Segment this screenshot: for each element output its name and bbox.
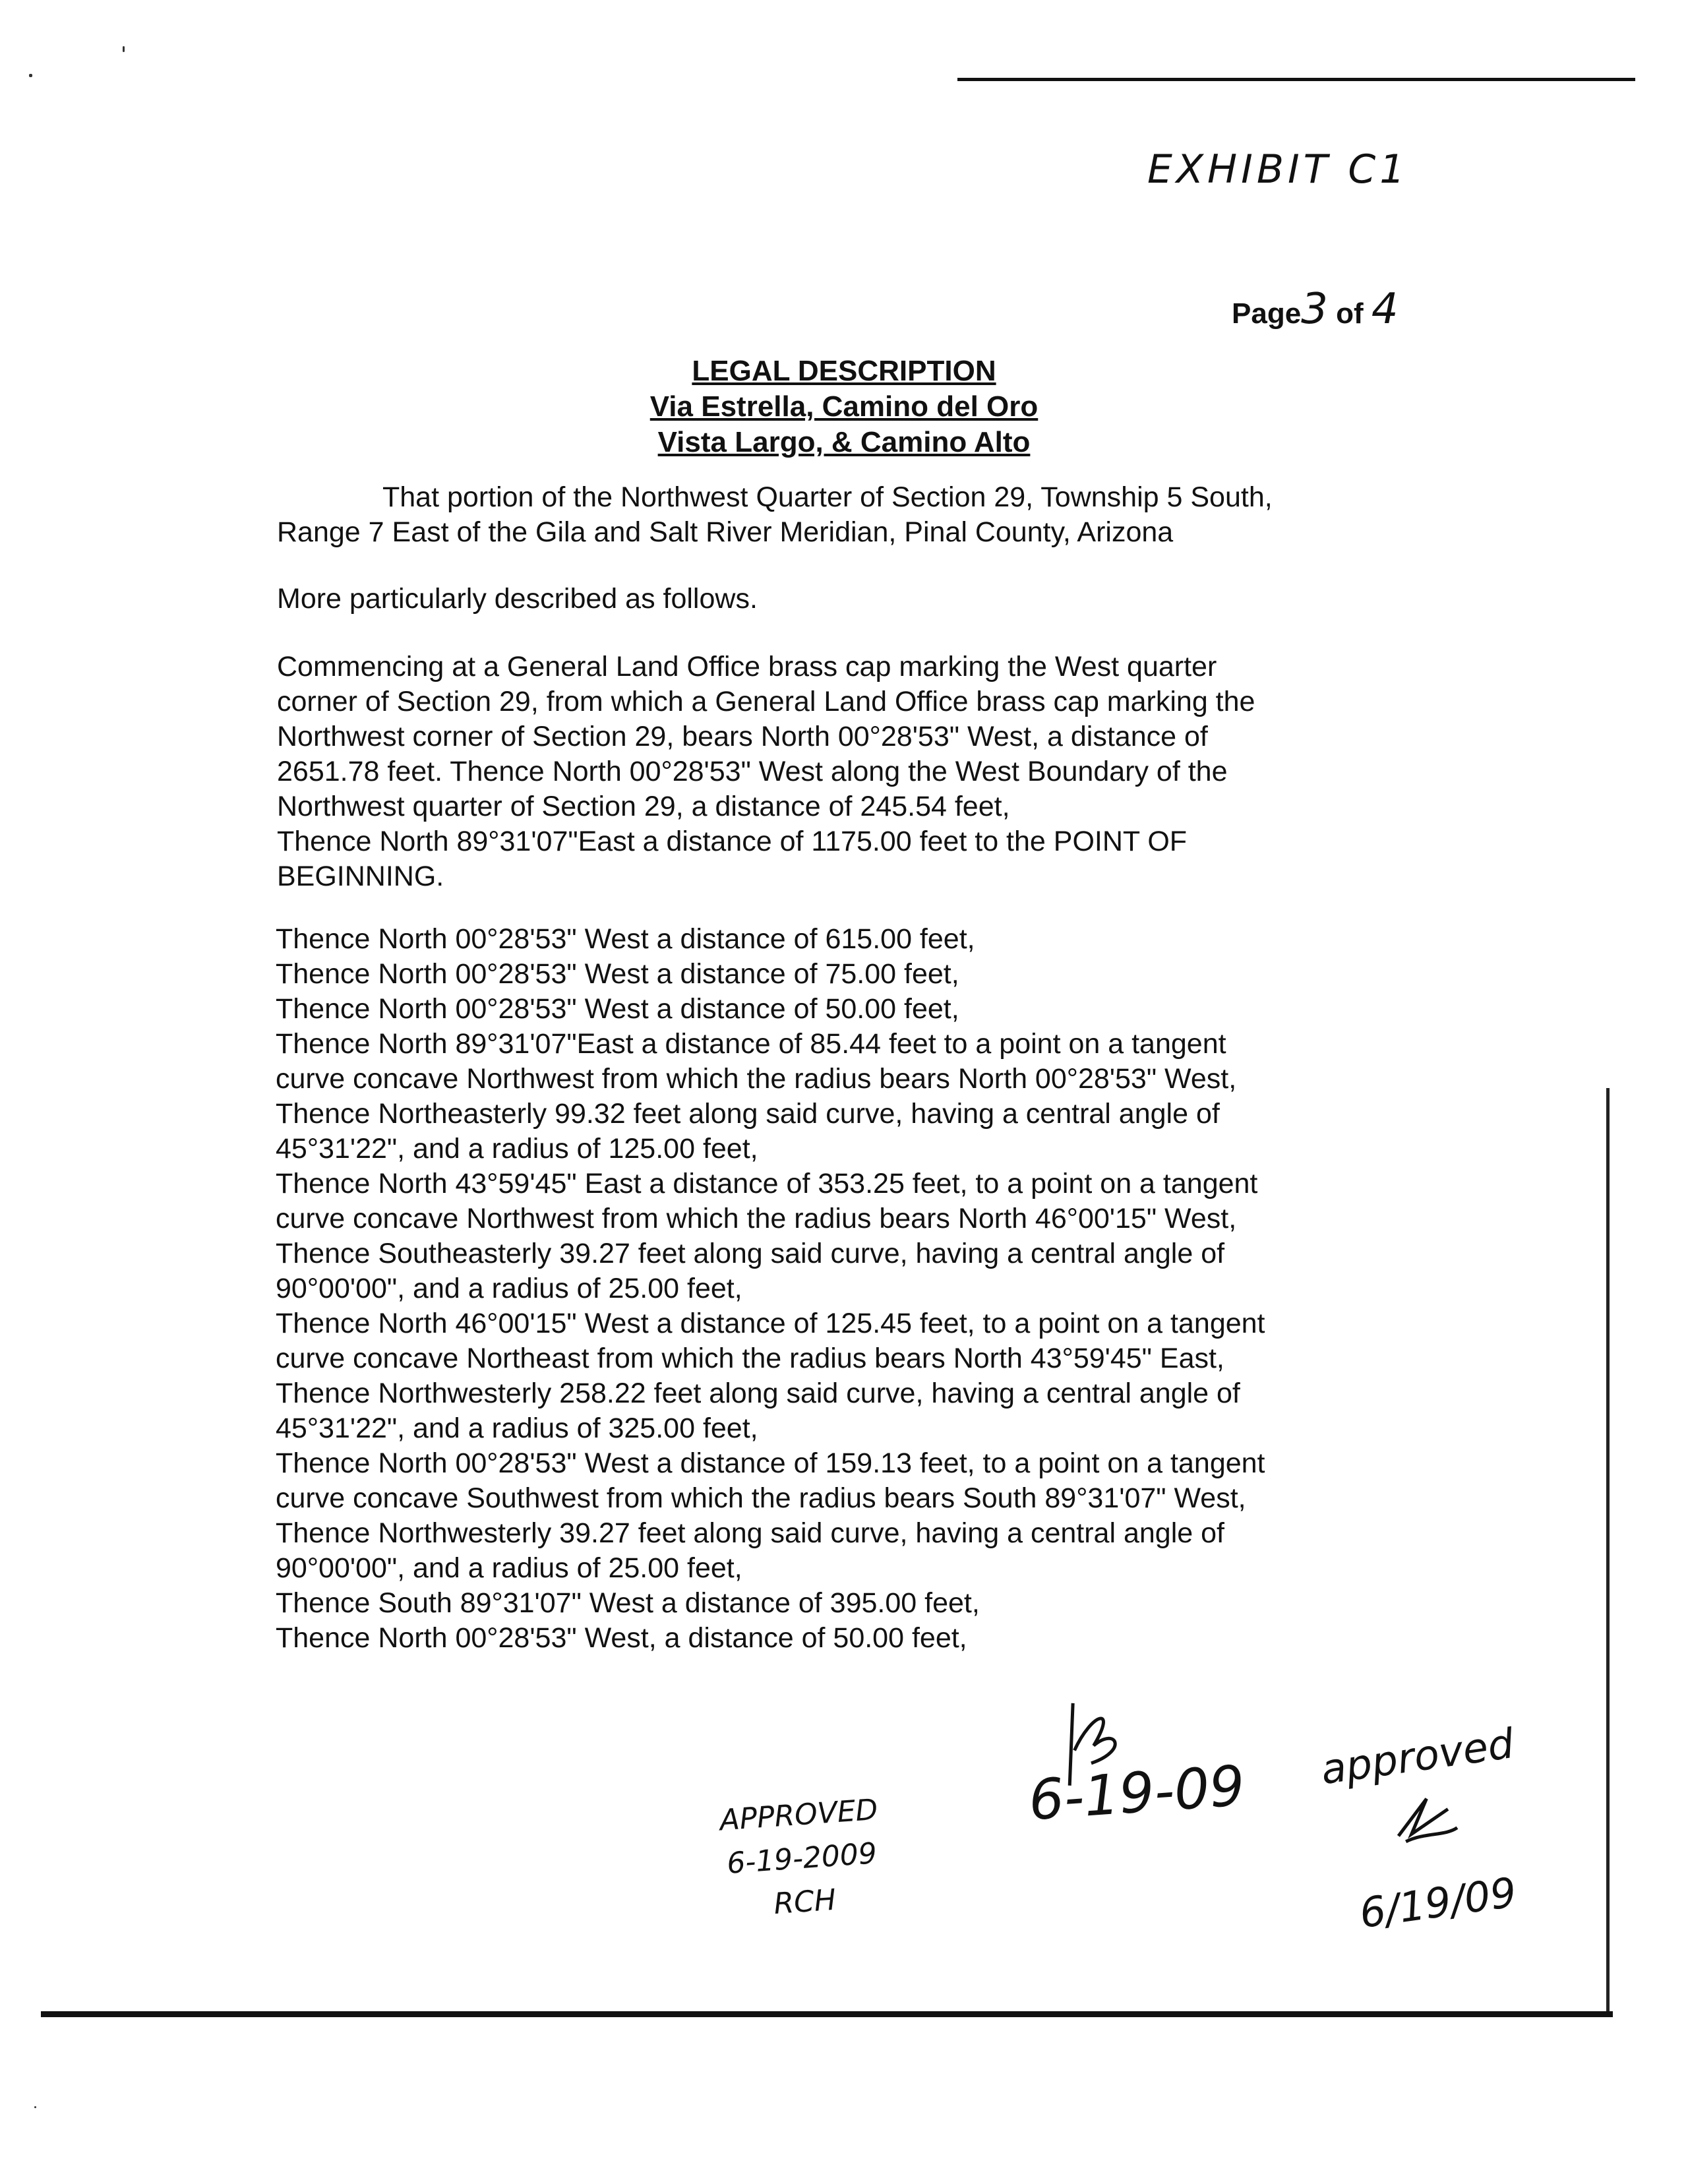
text-line: Thence North 00°28'53" West a distance of 615.00 feet, — [276, 923, 975, 955]
approval-word: APPROVED — [718, 1792, 880, 1838]
intro-paragraph — [277, 480, 1398, 550]
approval-date-middle: 6-19-09 — [1026, 1753, 1247, 1833]
text-line: BEGINNING. — [277, 861, 444, 892]
commencing-paragraph — [277, 650, 1398, 894]
document-subtitle: Via Estrella, Camino del Oro — [649, 390, 1039, 423]
text-line: Thence Northwesterly 258.22 feet along said curve, having a central angle of — [276, 1378, 1240, 1409]
text-line: Commencing at a General Land Office brass cap marking the West quarter — [277, 651, 1217, 682]
page-number — [1232, 285, 1399, 334]
top-rule — [957, 78, 1635, 81]
text-line: More particularly described as follows. — [277, 583, 758, 615]
approval-initials: RCH — [772, 1883, 837, 1922]
text-line: Thence Northwesterly 39.27 feet along said curve, having a central angle of — [276, 1517, 1224, 1549]
scan-speck — [123, 46, 125, 52]
text-line: Northwest quarter of Section 29, a distance of 245.54 feet, — [277, 791, 1010, 822]
page-current: 3 — [1301, 285, 1328, 334]
text-line: 45°31'22", and a radius of 125.00 feet, — [276, 1133, 758, 1165]
text-line: 90°00'00", and a radius of 25.00 feet, — [276, 1273, 742, 1304]
more-paragraph — [277, 582, 1398, 617]
text-line: 90°00'00", and a radius of 25.00 feet, — [276, 1552, 742, 1584]
text-line: curve concave Southwest from which the radius bears South 89°31'07" West, — [276, 1482, 1246, 1514]
text-line: Thence Northeasterly 99.32 feet along said curve, having a central angle of — [276, 1098, 1220, 1130]
scan-speck — [34, 2106, 36, 2108]
bottom-rule — [41, 2011, 1613, 2017]
text-line: Thence North 00°28'53" West a distance of 159.13 feet, to a point on a tangent — [276, 1447, 1265, 1479]
text-line: That portion of the Northwest Quarter of Section 29, Township 5 South, — [382, 481, 1273, 513]
text-line: Thence North 43°59'45" East a distance of 353.25 feet, to a point on a tangent — [276, 1168, 1258, 1199]
text-line: Thence South 89°31'07" West a distance of 395.00 feet, — [276, 1587, 980, 1619]
text-line: 2651.78 feet. Thence North 00°28'53" West along the West Boundary of the — [277, 756, 1228, 787]
document-title: LEGAL DESCRIPTION — [692, 355, 996, 387]
text-line: Thence North 00°28'53" West a distance of 50.00 feet, — [276, 993, 959, 1025]
text-line: Range 7 East of the Gila and Salt River Meridian, Pinal County, Arizona — [277, 516, 1174, 548]
page-separator: of — [1336, 297, 1364, 330]
text-line: Northwest corner of Section 29, bears North 00°28'53" West, a distance of — [277, 721, 1208, 752]
courses-paragraph — [276, 922, 1397, 1656]
text-line: Thence North 00°28'53" West, a distance of 50.00 feet, — [276, 1622, 967, 1654]
page-prefix: Page — [1232, 297, 1302, 330]
text-line: corner of Section 29, from which a General Land Office brass cap marking the — [277, 686, 1255, 717]
text-line: curve concave Northwest from which the radius bears North 00°28'53" West, — [276, 1063, 1237, 1095]
text-line: curve concave Northeast from which the radius bears North 43°59'45" East, — [276, 1343, 1224, 1374]
text-line: Thence North 89°31'07"East a distance of 1175.00 feet to the POINT OF — [277, 826, 1188, 857]
page-total: 4 — [1371, 285, 1399, 334]
approval-word: approved — [1317, 1718, 1517, 1794]
text-line: 45°31'22", and a radius of 325.00 feet, — [276, 1412, 758, 1444]
text-line: curve concave Northwest from which the radius bears North 46°00'15" West, — [276, 1203, 1237, 1234]
approval-note-left — [718, 1788, 885, 1929]
document-subtitle: Vista Largo, & Camino Alto — [657, 426, 1031, 458]
text-line: Thence Southeasterly 39.27 feet along said curve, having a central angle of — [276, 1238, 1225, 1269]
approval-date: 6/19/09 — [1356, 1867, 1520, 1938]
exhibit-label: EXHIBIT C1 — [1147, 146, 1409, 193]
text-line: Thence North 00°28'53" West a distance of 75.00 feet, — [276, 958, 959, 990]
right-edge-rule — [1606, 1088, 1610, 2017]
text-line: Thence North 89°31'07"East a distance of 85.44 feet to a point on a tangent — [276, 1028, 1226, 1060]
signature-scribble — [1387, 1788, 1466, 1850]
approval-date: 6-19-2009 — [725, 1836, 878, 1881]
approval-note-right — [1316, 1707, 1539, 1953]
scan-speck — [29, 74, 32, 77]
text-line: Thence North 46°00'15" West a distance of 125.45 feet, to a point on a tangent — [276, 1308, 1265, 1339]
